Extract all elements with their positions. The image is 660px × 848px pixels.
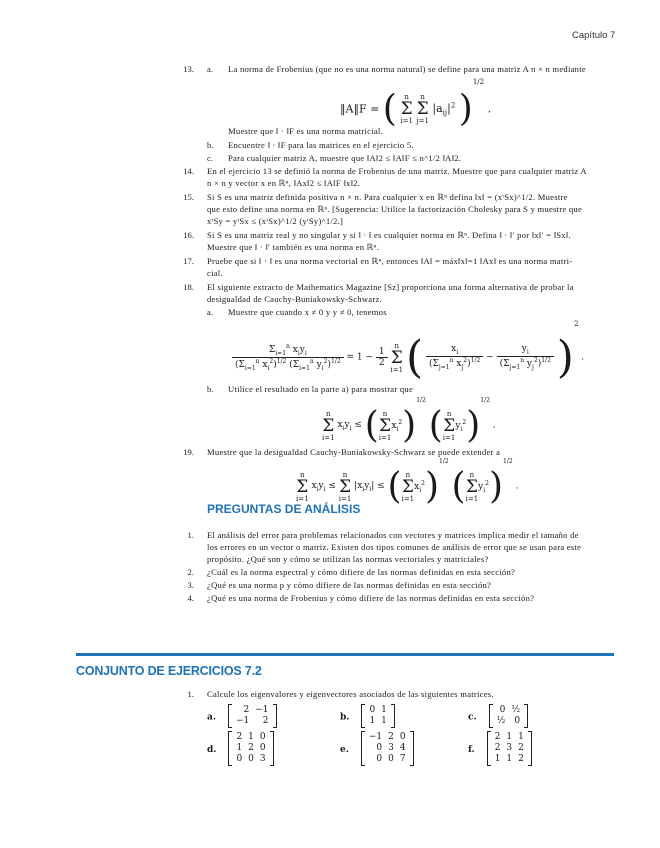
cbs-identity-formula: $\frac{\Sigma_{i=1}^n x_iy_i}{(\Sigma_{i=1}^n x_i^2)^{1/2} (\Sigma_{i=1}^n y_i^2)^{1/2}}$ = 1 − $\frac{1}{2}$ n Σ i=1 ( $\frac{x_i}{(\Sigma_{j=1}^n x_j^2)^{1/2}}$ − $\frac{y_i}{(\Sigma_{j=1}^n y_j^2)^{1/2}}$ )$^2$ . — [232, 320, 584, 383]
section-rule — [76, 653, 614, 656]
exercise-text: Si S es una matriz definida positiva n × n. Para cualquier x en ℝⁿ defina ‖x‖ = (xᵗSx)^1/2. Muestre — [207, 192, 568, 202]
question-text: ¿Qué es una norma de Frobenius y cómo difiere de las normas definidas en esta sección? — [207, 593, 535, 603]
matrix-item-e — [340, 731, 414, 766]
question-text: propósito. ¿Qué son y cómo se utilizan las normas vectoriales y matriciales? — [207, 554, 489, 564]
chapter-header: Capítulo 7 — [572, 30, 616, 41]
exercise-text: Pruebe que si ‖ · ‖ es una norma vectorial en ℝⁿ, entonces ‖A‖ = máx‖x‖=1 ‖Ax‖ es una norma matri- — [207, 256, 573, 266]
exercise-text: Calcule los eigenvalores y eigenvectores asociados de las siguientes matrices. — [207, 689, 494, 699]
question-text: El análisis del error para problemas relacionados con vectores y matrices implica medir el tamaño de — [207, 530, 579, 540]
matrix-item-f — [468, 731, 532, 766]
frobenius-formula: ‖A‖F = ( n Σ i=1 n Σ j=1 $|a_{ij}|^2$ )$^{1/2}$ . — [340, 78, 492, 130]
question-number: 4. — [187, 593, 194, 603]
exercise-text: El siguiente extracto de Mathematics Magazine [Sz] proporciona una forma alternativa de probar la — [207, 282, 574, 292]
exercise-text: Muestre que cuando x ≠ 0 y y ≠ 0, tenemos — [228, 307, 387, 317]
matrix-item-b — [340, 704, 395, 728]
exercise-text: que esto define una norma en ℝⁿ. [Sugerencia: Utilice la factorización Cholesky para S y muestre que — [207, 204, 583, 214]
part-label: b. — [207, 140, 214, 150]
exercise-text: Para cualquier matriz A, muestre que ‖A‖2 ≤ ‖A‖F ≤ n^1/2 ‖A‖2. — [228, 153, 462, 163]
part-label: c. — [207, 153, 213, 163]
exercise-text: cial. — [207, 268, 223, 278]
matrix-label: a. — [207, 712, 216, 723]
matrix-item-c — [468, 704, 528, 728]
exercise-number: 13. — [183, 64, 194, 74]
question-number: 3. — [187, 580, 194, 590]
matrix: 2 −1 −1 2 — [228, 704, 277, 728]
matrix: 0 ½ ½ 0 — [489, 704, 528, 728]
matrix-label: b. — [340, 712, 350, 723]
matrix: −1 2 0 0 3 4 0 0 7 — [361, 731, 414, 766]
exercise-text: n × n y vector x en ℝⁿ, ‖Ax‖2 ≤ ‖A‖F ‖x‖2. — [207, 178, 361, 188]
exercise-text: Muestre que ‖ · ‖F es una norma matricial. — [228, 126, 383, 136]
exercise-number: 15. — [183, 192, 194, 202]
question-text: ¿Qué es una norma p y cómo difiere de las normas definidas en esta sección? — [207, 580, 492, 590]
matrix: 2 1 1 2 3 2 1 1 2 — [487, 731, 532, 766]
exercise-set-title: CONJUNTO DE EJERCICIOS 7.2 — [76, 664, 262, 678]
section-heading: PREGUNTAS DE ANÁLISIS — [207, 502, 361, 516]
matrix-item-d — [207, 731, 274, 766]
part-label: a. — [207, 64, 213, 74]
question-text: ¿Cuál es la norma espectral y cómo difiere de las normas definidas en esta sección? — [207, 567, 516, 577]
exercise-text: Muestre que la desigualdad Cauchy-Buniakowsky-Schwarz se puede extender a — [207, 447, 501, 457]
matrix-label: c. — [468, 712, 477, 723]
cbs-extension-formula: n Σ i=1 $x_iy_i \le n$ Σ i=1 $|x_iy_i|$ ≤ ( n Σ $i=1x_i^2)^{1/2}$ ( n Σ $i=1y_i^2)^{1/2}$ . — [296, 458, 519, 507]
exercise-text: Si S es una matriz real y no singular y si ‖ · ‖ es cualquier norma en ℝⁿ. Defina ‖ · ‖′ por ‖x‖′ = ‖Sx‖. — [207, 230, 571, 240]
exercise-text: xᵗSy = yᵗSx ≤ (xᵗSx)^1/2 (yᵗSy)^1/2.] — [207, 216, 344, 226]
matrix-label: e. — [340, 745, 349, 756]
cbs-inequality-formula: n Σ i=1 $x_iy_i$ ≤ ( n Σ $i=1x_i^2)^{1/2}$ ( n Σ $i=1y_i^2)^{1/2}$ . — [322, 397, 496, 446]
exercise-text: En el ejercicio 13 se definió la norma de Frobenius de una matriz. Muestre que para cualquier matriz A — [207, 166, 587, 176]
part-label: a. — [207, 307, 213, 317]
matrix: 2 1 0 1 2 0 0 0 3 — [228, 731, 273, 766]
matrix-label: f. — [468, 745, 475, 756]
exercise-text: desigualdad de Cauchy-Buniakowsky-Schwarz. — [207, 294, 382, 304]
exercise-text: Muestre que ‖ · ‖′ también es una norma en ℝⁿ. — [207, 242, 380, 252]
exercise-number: 1. — [187, 689, 194, 699]
exercise-number: 19. — [183, 447, 194, 457]
question-number: 1. — [187, 530, 194, 540]
part-label: b. — [207, 384, 214, 394]
exercise-text: Encuentre ‖ · ‖F para las matrices en el ejercicio 5. — [228, 140, 414, 150]
exercise-number: 18. — [183, 282, 194, 292]
exercise-number: 17. — [183, 256, 194, 266]
exercise-number: 16. — [183, 230, 194, 240]
exercise-text: Utilice el resultado en la parte a) para mostrar que — [228, 384, 414, 394]
question-number: 2. — [187, 567, 194, 577]
matrix-label: d. — [207, 745, 217, 756]
exercise-text: La norma de Frobenius (que no es una norma natural) se define para una matriz A n × n mediante — [228, 64, 586, 74]
exercise-number: 14. — [183, 166, 194, 176]
question-text: los errores en un vector o matriz. Existen dos tipos comunes de análisis de error que se usan para este — [207, 542, 582, 552]
matrix-item-a — [207, 704, 277, 728]
matrix: 0 1 1 1 — [361, 704, 394, 728]
